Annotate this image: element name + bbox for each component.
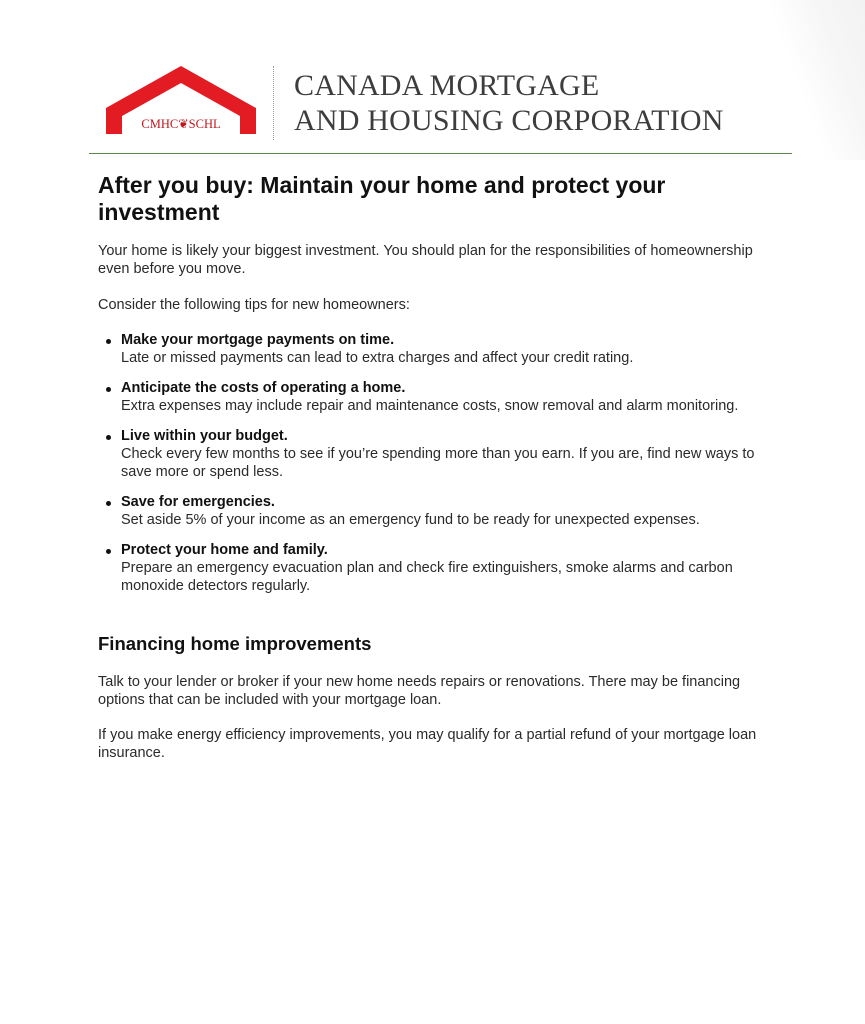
- list-item: [98, 541, 778, 595]
- tips-list: [98, 331, 778, 595]
- financing-paragraph-2: If you make energy efficiency improvements, you may qualify for a partial refund of your mortgage loan insurance.: [98, 727, 757, 761]
- financing-heading: Financing home improvements: [98, 633, 372, 654]
- tip-title: Live within your budget.: [121, 428, 288, 444]
- tip-title: Anticipate the costs of operating a home.: [121, 380, 406, 396]
- organization-name: [294, 68, 724, 138]
- organization-name-line1: CANADA MORTGAGE: [294, 69, 600, 102]
- logo-wordmark: CMHC❦SCHL: [141, 117, 221, 131]
- page-title: After you buy: Maintain your home and protect your investment: [98, 172, 666, 225]
- bullet-icon: [106, 549, 111, 554]
- tip-title: Make your mortgage payments on time.: [121, 332, 395, 348]
- tip-body: Check every few months to see if you’re spending more than you earn. If you are, find new ways to save more or spend less.: [121, 446, 755, 480]
- financing-paragraph-1: Talk to your lender or broker if your new home needs repairs or renovations. There may be financing options that can be included with your mortgage loan.: [98, 674, 741, 708]
- bullet-icon: [106, 435, 111, 440]
- intro-paragraph: Your home is likely your biggest investment. You should plan for the responsibilities of homeownership even before you move.: [98, 243, 753, 277]
- tip-title: Save for emergencies.: [121, 494, 275, 510]
- header-divider: [273, 66, 274, 140]
- list-item: [98, 427, 778, 481]
- bullet-icon: [106, 339, 111, 344]
- organization-name-line2: AND HOUSING CORPORATION: [294, 104, 724, 137]
- list-item: [98, 331, 778, 367]
- cmhc-logo: [106, 66, 256, 134]
- bullet-icon: [106, 501, 111, 506]
- tips-intro: Consider the following tips for new homeowners:: [98, 297, 410, 313]
- tip-body: Set aside 5% of your income as an emergency fund to be ready for unexpected expenses.: [121, 512, 700, 528]
- tip-body: Late or missed payments can lead to extra charges and affect your credit rating.: [121, 350, 634, 366]
- tip-body: Prepare an emergency evacuation plan and check fire extinguishers, smoke alarms and carbon monoxide detectors regularly.: [121, 560, 733, 594]
- header-rule: [89, 153, 792, 154]
- main-content: [98, 172, 778, 762]
- list-item: [98, 379, 778, 415]
- tip-body: Extra expenses may include repair and maintenance costs, snow removal and alarm monitoring.: [121, 398, 739, 414]
- page-header: [92, 60, 792, 150]
- tip-title: Protect your home and family.: [121, 542, 328, 558]
- list-item: [98, 493, 778, 529]
- bullet-icon: [106, 387, 111, 392]
